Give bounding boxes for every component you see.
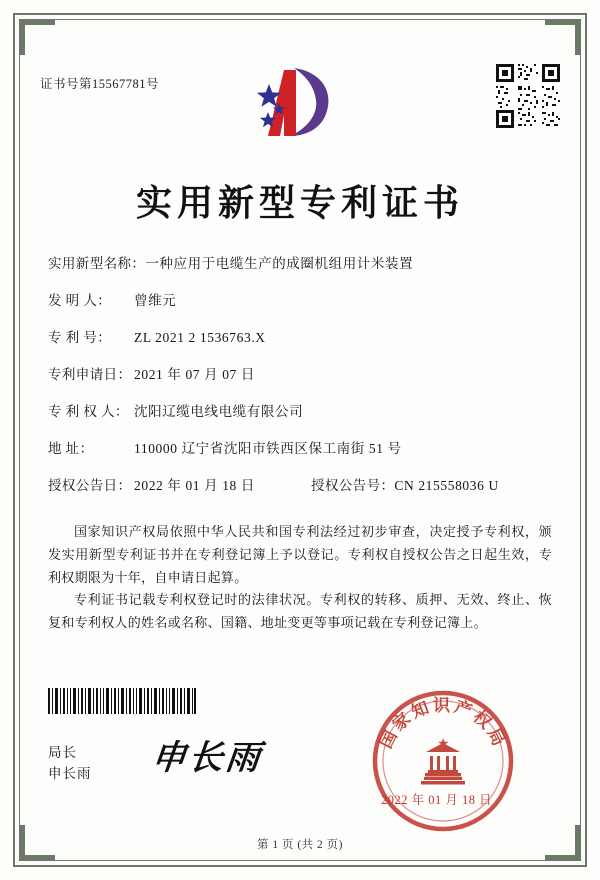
- corner-ornament-top-right: [545, 20, 580, 55]
- qr-code-icon: [494, 62, 562, 130]
- official-seal-icon: [368, 686, 518, 836]
- grant-date-label: 授权公告日：: [48, 478, 132, 493]
- page-footer: 第 1 页 (共 2 页): [256, 839, 344, 851]
- page-title: 实用新型专利证书: [135, 183, 464, 223]
- certificate-fields: [48, 252, 552, 511]
- barcode-icon: [48, 688, 196, 714]
- field-label: 专 利 号：: [48, 330, 112, 345]
- svg-text:国家知识产权局: 国家知识产权局: [376, 696, 510, 752]
- field-label: 专利申请日：: [48, 367, 132, 382]
- field-value: 2021 年 07 月 07 日: [134, 367, 255, 382]
- field-label: 实用新型名称：: [48, 256, 146, 271]
- grant-number-label: 授权公告号：: [310, 478, 395, 493]
- field-label: 专 利 权 人：: [48, 404, 129, 419]
- signature-block: [48, 742, 92, 784]
- field-row-utility-model-name: [48, 252, 552, 272]
- legal-paragraph-2: 专利证书记载专利权登记时的法律状况。专利权的转移、质押、无效、终止、恢复和专利权人的姓名或名称、国籍、地址变更等事项记载在专利登记簿上。: [48, 592, 552, 630]
- field-row-grant-announcement: [48, 474, 552, 494]
- office-director-name: 申长雨: [48, 766, 92, 781]
- field-value: ZL 2021 2 1536763.X: [134, 330, 266, 345]
- legal-paragraph-1: 国家知识产权局依照中华人民共和国专利法经过初步审查，决定授予专利权，颁发实用新型专利证书并在专利登记簿上予以登记。专利权自授权公告之日起生效，专利权期限为十年，自申请日起算。: [48, 524, 552, 585]
- field-row-address: [48, 437, 552, 457]
- field-value: 110000 辽宁省沈阳市铁西区保工南街 51 号: [134, 441, 402, 456]
- field-row-patent-number: [48, 326, 552, 346]
- grant-number-value: CN 215558036 U: [394, 478, 499, 493]
- cnipa-logo-icon: [238, 62, 348, 140]
- field-row-inventor: [48, 289, 552, 309]
- grant-date-value: 2022 年 01 月 18 日: [134, 478, 255, 493]
- certificate-number: 证书号第15567781号: [40, 77, 160, 91]
- field-row-patentee: [48, 400, 552, 420]
- seal-date: 2022 年 01 月 18 日: [381, 793, 493, 807]
- field-value: 一种应用于电缆生产的成圈机组用计米装置: [145, 256, 414, 271]
- field-label: 发 明 人：: [48, 293, 112, 308]
- field-row-application-date: [48, 363, 552, 383]
- office-director-label: 局长: [48, 745, 77, 760]
- field-value: 沈阳辽缆电线电缆有限公司: [134, 404, 304, 419]
- handwritten-signature: 申长雨: [149, 740, 265, 777]
- field-label: 地 址：: [48, 441, 94, 456]
- field-value: 曾维元: [134, 293, 177, 308]
- corner-ornament-top-left: [20, 20, 55, 55]
